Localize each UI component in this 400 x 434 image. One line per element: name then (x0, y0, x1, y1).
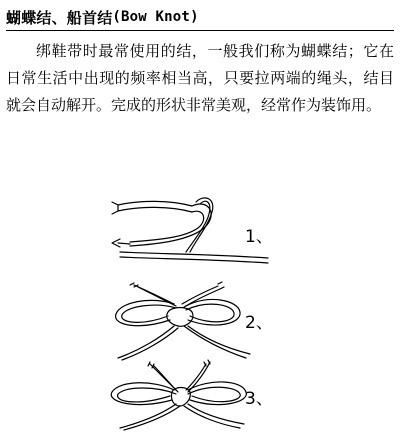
step-label-3: 3、 (245, 389, 273, 409)
title-underline (6, 30, 394, 31)
title-chinese: 蝴蝶结、船首结 (6, 8, 113, 27)
page-title (6, 4, 394, 30)
step-3-drawing (111, 360, 246, 430)
step-2-drawing (116, 282, 250, 360)
step-label-1: 1、 (245, 227, 273, 247)
step-label-2: 2、 (245, 313, 273, 333)
title-english: (Bow Knot) (112, 9, 199, 25)
description-paragraph: 绑鞋带时最常使用的结，一般我们称为蝴蝶结；它在日常生活中出现的频率相当高，只要拉两端的绳头，结目就会自动解开。完成的形状非常美观，经常作为装饰用。 (6, 42, 394, 114)
